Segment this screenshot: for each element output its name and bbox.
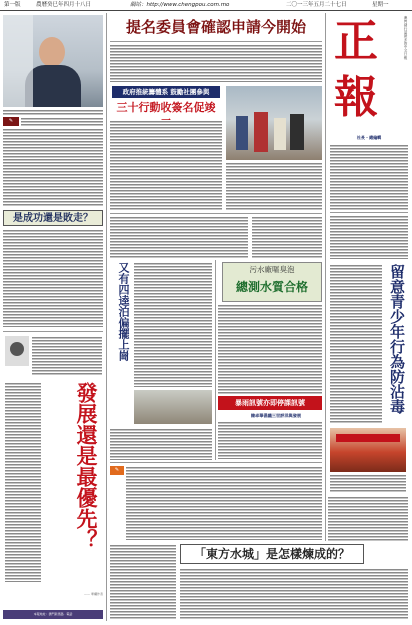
sub-headline-2: 三十行動收簽名促竣 (116, 101, 216, 114)
vertical-headline-1: 又有四逵泊偏擺上崗 (117, 262, 130, 361)
crowd-photo (134, 390, 212, 424)
weekday: 星期一 (372, 2, 389, 8)
portrait-photo (3, 15, 103, 107)
bottom-headline: 「東方水城」是怎樣煉成的？ (180, 544, 364, 564)
storm-sub: 陳卓華倡議三世評洋與發展 (250, 413, 302, 418)
pollution-headline: 總測水質合格 (235, 280, 308, 294)
sub-headline-1: 政府推統籌體系 鼓勵社團參與 (112, 86, 220, 98)
masthead-title-bottom: 報 (334, 72, 378, 123)
event-photo (330, 428, 406, 472)
website-label: 網站：http://www.chengpou.com.mo (130, 2, 230, 8)
left-signature: —— 專欄作者 (84, 592, 103, 596)
main-headline-box (110, 14, 322, 42)
small-icon-photo (5, 336, 29, 366)
storm-headline: 暴雨訊號亦即停課訊號 (218, 396, 322, 410)
left-box-headline: 是成功還是敗走？ (3, 210, 103, 226)
opinion-tag: ✎ (110, 466, 124, 475)
column-tag: ✎ (3, 117, 19, 126)
right-vertical-headline: 留意青少年行為防沾毒 (388, 264, 406, 414)
masthead-tagline: 澳門發行量最多的中文日報 (404, 16, 408, 60)
footer-note: 本報地址：澳門新馬路 · 電話 (3, 610, 103, 619)
pollution-kicker: 污水廠嘔臭泡 (249, 265, 295, 274)
founder-label: 社長 · 總編輯 (356, 135, 382, 140)
masthead-title-top: 正 (334, 16, 378, 67)
left-big-vertical-headline: 發展還是最優先？ (74, 382, 99, 550)
page-header (0, 0, 412, 11)
street-photo (226, 86, 322, 160)
main-headline: 提名委員會確認申請今開始 (125, 18, 306, 36)
edition-label: 第一版 (4, 2, 21, 8)
western-date: 二〇一三年五月二十七日 (286, 2, 347, 8)
masthead (330, 14, 382, 132)
pollution-box (222, 262, 322, 302)
lunar-date: 農曆癸巳年四月十八日 (36, 2, 92, 8)
